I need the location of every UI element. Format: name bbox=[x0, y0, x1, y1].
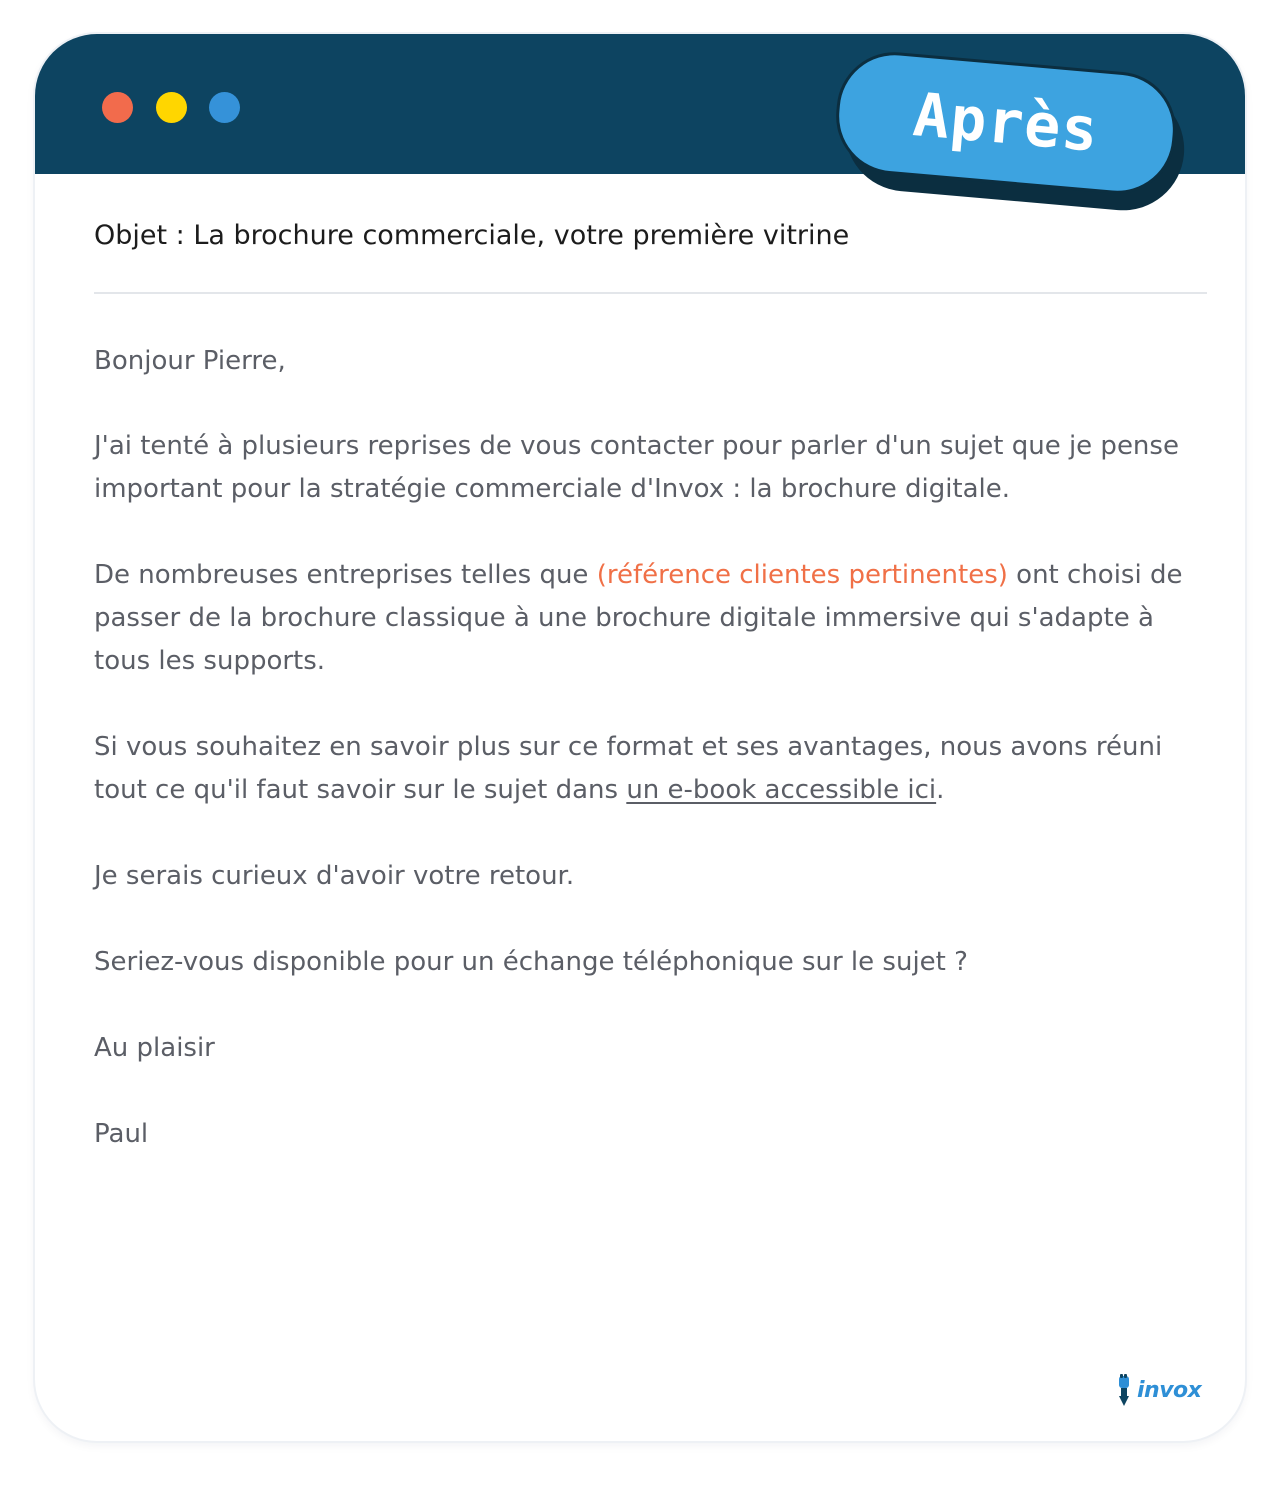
subject-divider bbox=[94, 292, 1207, 294]
email-window bbox=[35, 34, 1245, 1441]
email-paragraph-3 bbox=[94, 726, 1194, 812]
email-paragraph-2 bbox=[94, 554, 1194, 683]
email-subject: Objet : La brochure commerciale, votre première vitrine bbox=[94, 220, 850, 251]
paragraph-3-text-end: . bbox=[936, 775, 945, 805]
fountain-pen-fist-icon bbox=[1115, 1374, 1133, 1406]
email-closing: Au plaisir bbox=[94, 1033, 215, 1063]
email-signature: Paul bbox=[94, 1119, 149, 1149]
paragraph-3-text-start: Si vous souhaitez en savoir plus sur ce format et ses avantages, nous avons réuni tout ce qu'il faut savoir sur le sujet dans bbox=[94, 732, 1163, 805]
email-paragraph-4: Je serais curieux d'avoir votre retour. bbox=[94, 861, 575, 891]
email-paragraph-1: J'ai tenté à plusieurs reprises de vous contacter pour parler d'un sujet que je pense important pour la stratégie commerciale d'Invox : la brochure digitale. bbox=[94, 431, 1179, 504]
window-minimize-button[interactable] bbox=[156, 92, 187, 123]
after-badge-label: Après bbox=[910, 80, 1102, 166]
window-maximize-button[interactable] bbox=[209, 92, 240, 123]
client-reference-placeholder: (référence clientes pertinentes) bbox=[596, 560, 1008, 590]
email-paragraph-5: Seriez-vous disponible pour un échange téléphonique sur le sujet ? bbox=[94, 947, 968, 977]
email-greeting: Bonjour Pierre, bbox=[94, 346, 286, 376]
paragraph-2-text-start: De nombreuses entreprises telles que bbox=[94, 560, 597, 590]
invox-logo-text: invox bbox=[1137, 1377, 1202, 1403]
invox-logo bbox=[1115, 1374, 1201, 1406]
window-close-button[interactable] bbox=[102, 92, 133, 123]
paragraph-2-text-end: ont choisi de passer de la brochure classique à une brochure digitale immersive qui s'adapte à tous les supports. bbox=[94, 560, 1183, 676]
ebook-link[interactable]: un e-book accessible ici bbox=[626, 775, 937, 805]
